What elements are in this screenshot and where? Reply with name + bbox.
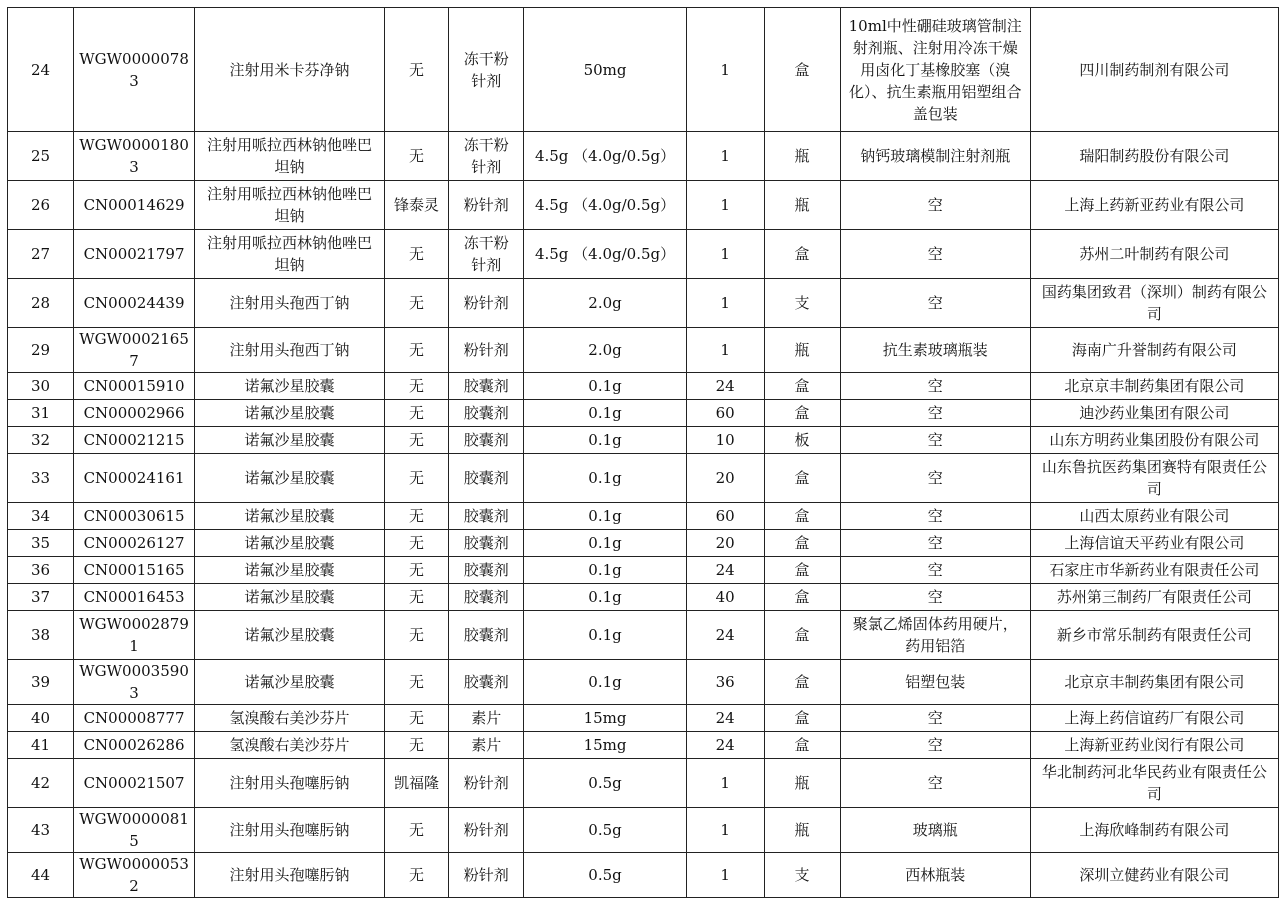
cell-no: 37 <box>8 584 74 611</box>
cell-form: 冻干粉针剂 <box>449 8 524 132</box>
cell-pack: 空 <box>840 759 1030 808</box>
cell-name: 注射用哌拉西林钠他唑巴坦钠 <box>195 181 385 230</box>
cell-form: 胶囊剂 <box>449 660 524 705</box>
cell-code: CN00021215 <box>74 427 195 454</box>
cell-spec: 0.1g <box>524 530 687 557</box>
cell-code: CN00024161 <box>74 454 195 503</box>
cell-unit: 瓶 <box>764 808 840 853</box>
cell-pack: 空 <box>840 503 1030 530</box>
cell-company: 上海新亚药业闵行有限公司 <box>1030 732 1278 759</box>
table-row <box>8 427 1279 454</box>
cell-unit: 盒 <box>764 454 840 503</box>
cell-pack: 空 <box>840 279 1030 328</box>
cell-company: 新乡市常乐制药有限责任公司 <box>1030 611 1278 660</box>
cell-form: 胶囊剂 <box>449 584 524 611</box>
table-row <box>8 373 1279 400</box>
cell-pack: 铝塑包装 <box>840 660 1030 705</box>
cell-qty: 1 <box>686 808 764 853</box>
cell-code: WGW00028791 <box>74 611 195 660</box>
cell-company: 苏州第三制药厂有限责任公司 <box>1030 584 1278 611</box>
cell-spec: 50mg <box>524 8 687 132</box>
cell-trade: 无 <box>384 660 448 705</box>
table-row <box>8 853 1279 898</box>
cell-form: 素片 <box>449 705 524 732</box>
cell-name: 诺氟沙星胶囊 <box>195 557 385 584</box>
cell-form: 粉针剂 <box>449 181 524 230</box>
cell-code: CN00021507 <box>74 759 195 808</box>
cell-name: 诺氟沙星胶囊 <box>195 373 385 400</box>
cell-no: 38 <box>8 611 74 660</box>
cell-qty: 60 <box>686 400 764 427</box>
cell-code: CN00016453 <box>74 584 195 611</box>
cell-pack: 西林瓶装 <box>840 853 1030 898</box>
cell-trade: 无 <box>384 427 448 454</box>
cell-no: 35 <box>8 530 74 557</box>
table-row <box>8 557 1279 584</box>
cell-code: WGW00035903 <box>74 660 195 705</box>
table-row <box>8 660 1279 705</box>
cell-trade: 无 <box>384 808 448 853</box>
cell-pack: 空 <box>840 557 1030 584</box>
drug-table <box>7 7 1279 898</box>
cell-spec: 0.1g <box>524 584 687 611</box>
cell-trade: 无 <box>384 454 448 503</box>
cell-pack: 空 <box>840 584 1030 611</box>
cell-pack: 空 <box>840 427 1030 454</box>
cell-spec: 0.1g <box>524 611 687 660</box>
cell-company: 华北制药河北华民药业有限责任公司 <box>1030 759 1278 808</box>
cell-form: 胶囊剂 <box>449 427 524 454</box>
cell-no: 27 <box>8 230 74 279</box>
cell-pack: 空 <box>840 454 1030 503</box>
cell-name: 注射用头孢噻肟钠 <box>195 808 385 853</box>
cell-trade: 无 <box>384 8 448 132</box>
cell-unit: 盒 <box>764 584 840 611</box>
cell-trade: 无 <box>384 557 448 584</box>
cell-trade: 无 <box>384 132 448 181</box>
cell-company: 山东方明药业集团股份有限公司 <box>1030 427 1278 454</box>
cell-code: CN00030615 <box>74 503 195 530</box>
cell-code: WGW00000532 <box>74 853 195 898</box>
cell-pack: 空 <box>840 732 1030 759</box>
cell-name: 诺氟沙星胶囊 <box>195 400 385 427</box>
cell-spec: 0.1g <box>524 557 687 584</box>
cell-unit: 板 <box>764 427 840 454</box>
table-row <box>8 503 1279 530</box>
cell-no: 26 <box>8 181 74 230</box>
cell-company: 苏州二叶制药有限公司 <box>1030 230 1278 279</box>
cell-no: 43 <box>8 808 74 853</box>
cell-pack: 聚氯乙烯固体药用硬片，药用铝箔 <box>840 611 1030 660</box>
cell-form: 胶囊剂 <box>449 454 524 503</box>
cell-company: 北京京丰制药集团有限公司 <box>1030 660 1278 705</box>
cell-unit: 瓶 <box>764 328 840 373</box>
cell-company: 北京京丰制药集团有限公司 <box>1030 373 1278 400</box>
cell-form: 冻干粉针剂 <box>449 132 524 181</box>
cell-unit: 盒 <box>764 705 840 732</box>
table-row <box>8 584 1279 611</box>
cell-qty: 24 <box>686 373 764 400</box>
cell-pack: 玻璃瓶 <box>840 808 1030 853</box>
cell-unit: 盒 <box>764 557 840 584</box>
cell-pack: 空 <box>840 530 1030 557</box>
cell-name: 注射用米卡芬净钠 <box>195 8 385 132</box>
cell-pack: 空 <box>840 181 1030 230</box>
table-row <box>8 132 1279 181</box>
table-row <box>8 759 1279 808</box>
cell-no: 34 <box>8 503 74 530</box>
cell-form: 胶囊剂 <box>449 503 524 530</box>
cell-code: CN00024439 <box>74 279 195 328</box>
cell-form: 粉针剂 <box>449 759 524 808</box>
cell-pack: 空 <box>840 230 1030 279</box>
cell-no: 28 <box>8 279 74 328</box>
cell-unit: 盒 <box>764 503 840 530</box>
cell-qty: 1 <box>686 279 764 328</box>
cell-unit: 支 <box>764 853 840 898</box>
cell-unit: 盒 <box>764 8 840 132</box>
cell-no: 25 <box>8 132 74 181</box>
cell-name: 注射用头孢西丁钠 <box>195 328 385 373</box>
cell-qty: 24 <box>686 557 764 584</box>
cell-no: 41 <box>8 732 74 759</box>
cell-no: 31 <box>8 400 74 427</box>
cell-name: 注射用哌拉西林钠他唑巴坦钠 <box>195 230 385 279</box>
cell-trade: 无 <box>384 853 448 898</box>
cell-qty: 1 <box>686 853 764 898</box>
cell-qty: 36 <box>686 660 764 705</box>
cell-form: 粉针剂 <box>449 853 524 898</box>
cell-form: 胶囊剂 <box>449 530 524 557</box>
cell-name: 诺氟沙星胶囊 <box>195 503 385 530</box>
cell-qty: 1 <box>686 230 764 279</box>
table-row <box>8 181 1279 230</box>
cell-spec: 15mg <box>524 705 687 732</box>
cell-code: WGW00021657 <box>74 328 195 373</box>
cell-form: 冻干粉针剂 <box>449 230 524 279</box>
cell-trade: 无 <box>384 705 448 732</box>
cell-qty: 24 <box>686 611 764 660</box>
cell-pack: 10ml中性硼硅玻璃管制注射剂瓶、注射用冷冻干燥用卤化丁基橡胶塞（溴化）、抗生素瓶用铝塑组合盖包装 <box>840 8 1030 132</box>
cell-code: CN00026127 <box>74 530 195 557</box>
cell-name: 诺氟沙星胶囊 <box>195 611 385 660</box>
cell-company: 四川制药制剂有限公司 <box>1030 8 1278 132</box>
cell-company: 海南广升誉制药有限公司 <box>1030 328 1278 373</box>
cell-name: 诺氟沙星胶囊 <box>195 530 385 557</box>
cell-code: CN00008777 <box>74 705 195 732</box>
table-row <box>8 808 1279 853</box>
cell-form: 粉针剂 <box>449 328 524 373</box>
cell-qty: 20 <box>686 530 764 557</box>
cell-qty: 24 <box>686 732 764 759</box>
cell-unit: 瓶 <box>764 181 840 230</box>
cell-unit: 瓶 <box>764 132 840 181</box>
cell-qty: 40 <box>686 584 764 611</box>
cell-spec: 2.0g <box>524 328 687 373</box>
cell-name: 氢溴酸右美沙芬片 <box>195 705 385 732</box>
cell-unit: 盒 <box>764 732 840 759</box>
cell-spec: 2.0g <box>524 279 687 328</box>
cell-qty: 1 <box>686 8 764 132</box>
cell-code: CN00015910 <box>74 373 195 400</box>
cell-trade: 无 <box>384 400 448 427</box>
cell-code: CN00026286 <box>74 732 195 759</box>
cell-company: 深圳立健药业有限公司 <box>1030 853 1278 898</box>
cell-code: WGW00000783 <box>74 8 195 132</box>
cell-spec: 0.5g <box>524 808 687 853</box>
table-body <box>8 8 1279 898</box>
cell-spec: 4.5g （4.0g/0.5g） <box>524 230 687 279</box>
cell-spec: 15mg <box>524 732 687 759</box>
cell-qty: 10 <box>686 427 764 454</box>
cell-no: 39 <box>8 660 74 705</box>
cell-qty: 1 <box>686 132 764 181</box>
cell-unit: 支 <box>764 279 840 328</box>
cell-code: CN00021797 <box>74 230 195 279</box>
cell-form: 胶囊剂 <box>449 373 524 400</box>
table-row <box>8 279 1279 328</box>
cell-form: 胶囊剂 <box>449 611 524 660</box>
cell-no: 33 <box>8 454 74 503</box>
cell-qty: 1 <box>686 181 764 230</box>
table-row <box>8 530 1279 557</box>
cell-company: 上海欣峰制药有限公司 <box>1030 808 1278 853</box>
cell-spec: 0.1g <box>524 373 687 400</box>
cell-code: WGW00000815 <box>74 808 195 853</box>
cell-name: 诺氟沙星胶囊 <box>195 454 385 503</box>
cell-form: 粉针剂 <box>449 279 524 328</box>
cell-name: 注射用头孢西丁钠 <box>195 279 385 328</box>
cell-no: 42 <box>8 759 74 808</box>
table-row <box>8 454 1279 503</box>
cell-unit: 盒 <box>764 400 840 427</box>
cell-company: 上海信谊天平药业有限公司 <box>1030 530 1278 557</box>
cell-unit: 盒 <box>764 611 840 660</box>
table-row <box>8 611 1279 660</box>
cell-company: 上海上药新亚药业有限公司 <box>1030 181 1278 230</box>
cell-trade: 无 <box>384 279 448 328</box>
cell-company: 石家庄市华新药业有限责任公司 <box>1030 557 1278 584</box>
cell-form: 素片 <box>449 732 524 759</box>
cell-spec: 0.1g <box>524 503 687 530</box>
cell-company: 国药集团致君（深圳）制药有限公司 <box>1030 279 1278 328</box>
cell-name: 氢溴酸右美沙芬片 <box>195 732 385 759</box>
cell-code: CN00015165 <box>74 557 195 584</box>
table-row <box>8 230 1279 279</box>
cell-name: 注射用头孢噻肟钠 <box>195 853 385 898</box>
cell-name: 诺氟沙星胶囊 <box>195 427 385 454</box>
cell-trade: 无 <box>384 373 448 400</box>
cell-trade: 无 <box>384 732 448 759</box>
cell-code: CN00014629 <box>74 181 195 230</box>
cell-company: 山西太原药业有限公司 <box>1030 503 1278 530</box>
cell-pack: 空 <box>840 400 1030 427</box>
cell-form: 胶囊剂 <box>449 400 524 427</box>
cell-trade: 无 <box>384 503 448 530</box>
cell-unit: 盒 <box>764 660 840 705</box>
cell-pack: 抗生素玻璃瓶装 <box>840 328 1030 373</box>
cell-pack: 空 <box>840 373 1030 400</box>
cell-qty: 24 <box>686 705 764 732</box>
cell-trade: 锋泰灵 <box>384 181 448 230</box>
cell-unit: 盒 <box>764 230 840 279</box>
table-row <box>8 328 1279 373</box>
cell-trade: 无 <box>384 611 448 660</box>
table-row <box>8 8 1279 132</box>
cell-company: 上海上药信谊药厂有限公司 <box>1030 705 1278 732</box>
table-row <box>8 400 1279 427</box>
cell-spec: 0.1g <box>524 454 687 503</box>
cell-no: 29 <box>8 328 74 373</box>
cell-spec: 0.1g <box>524 660 687 705</box>
cell-qty: 60 <box>686 503 764 530</box>
cell-company: 瑞阳制药股份有限公司 <box>1030 132 1278 181</box>
cell-no: 30 <box>8 373 74 400</box>
cell-name: 诺氟沙星胶囊 <box>195 584 385 611</box>
cell-no: 44 <box>8 853 74 898</box>
cell-no: 24 <box>8 8 74 132</box>
table-row <box>8 732 1279 759</box>
cell-code: WGW00001803 <box>74 132 195 181</box>
cell-no: 32 <box>8 427 74 454</box>
cell-trade: 无 <box>384 584 448 611</box>
cell-name: 注射用哌拉西林钠他唑巴坦钠 <box>195 132 385 181</box>
cell-spec: 0.5g <box>524 853 687 898</box>
cell-trade: 凯福隆 <box>384 759 448 808</box>
cell-unit: 瓶 <box>764 759 840 808</box>
cell-trade: 无 <box>384 230 448 279</box>
cell-unit: 盒 <box>764 373 840 400</box>
cell-name: 诺氟沙星胶囊 <box>195 660 385 705</box>
cell-form: 粉针剂 <box>449 808 524 853</box>
cell-qty: 1 <box>686 759 764 808</box>
cell-no: 40 <box>8 705 74 732</box>
cell-qty: 20 <box>686 454 764 503</box>
cell-spec: 0.1g <box>524 427 687 454</box>
cell-code: CN00002966 <box>74 400 195 427</box>
cell-trade: 无 <box>384 530 448 557</box>
cell-unit: 盒 <box>764 530 840 557</box>
cell-spec: 0.5g <box>524 759 687 808</box>
cell-qty: 1 <box>686 328 764 373</box>
cell-company: 山东鲁抗医药集团赛特有限责任公司 <box>1030 454 1278 503</box>
cell-pack: 钠钙玻璃模制注射剂瓶 <box>840 132 1030 181</box>
cell-company: 迪沙药业集团有限公司 <box>1030 400 1278 427</box>
cell-form: 胶囊剂 <box>449 557 524 584</box>
cell-no: 36 <box>8 557 74 584</box>
cell-spec: 4.5g （4.0g/0.5g） <box>524 181 687 230</box>
cell-pack: 空 <box>840 705 1030 732</box>
cell-spec: 4.5g （4.0g/0.5g） <box>524 132 687 181</box>
cell-spec: 0.1g <box>524 400 687 427</box>
cell-name: 注射用头孢噻肟钠 <box>195 759 385 808</box>
cell-trade: 无 <box>384 328 448 373</box>
table-row <box>8 705 1279 732</box>
